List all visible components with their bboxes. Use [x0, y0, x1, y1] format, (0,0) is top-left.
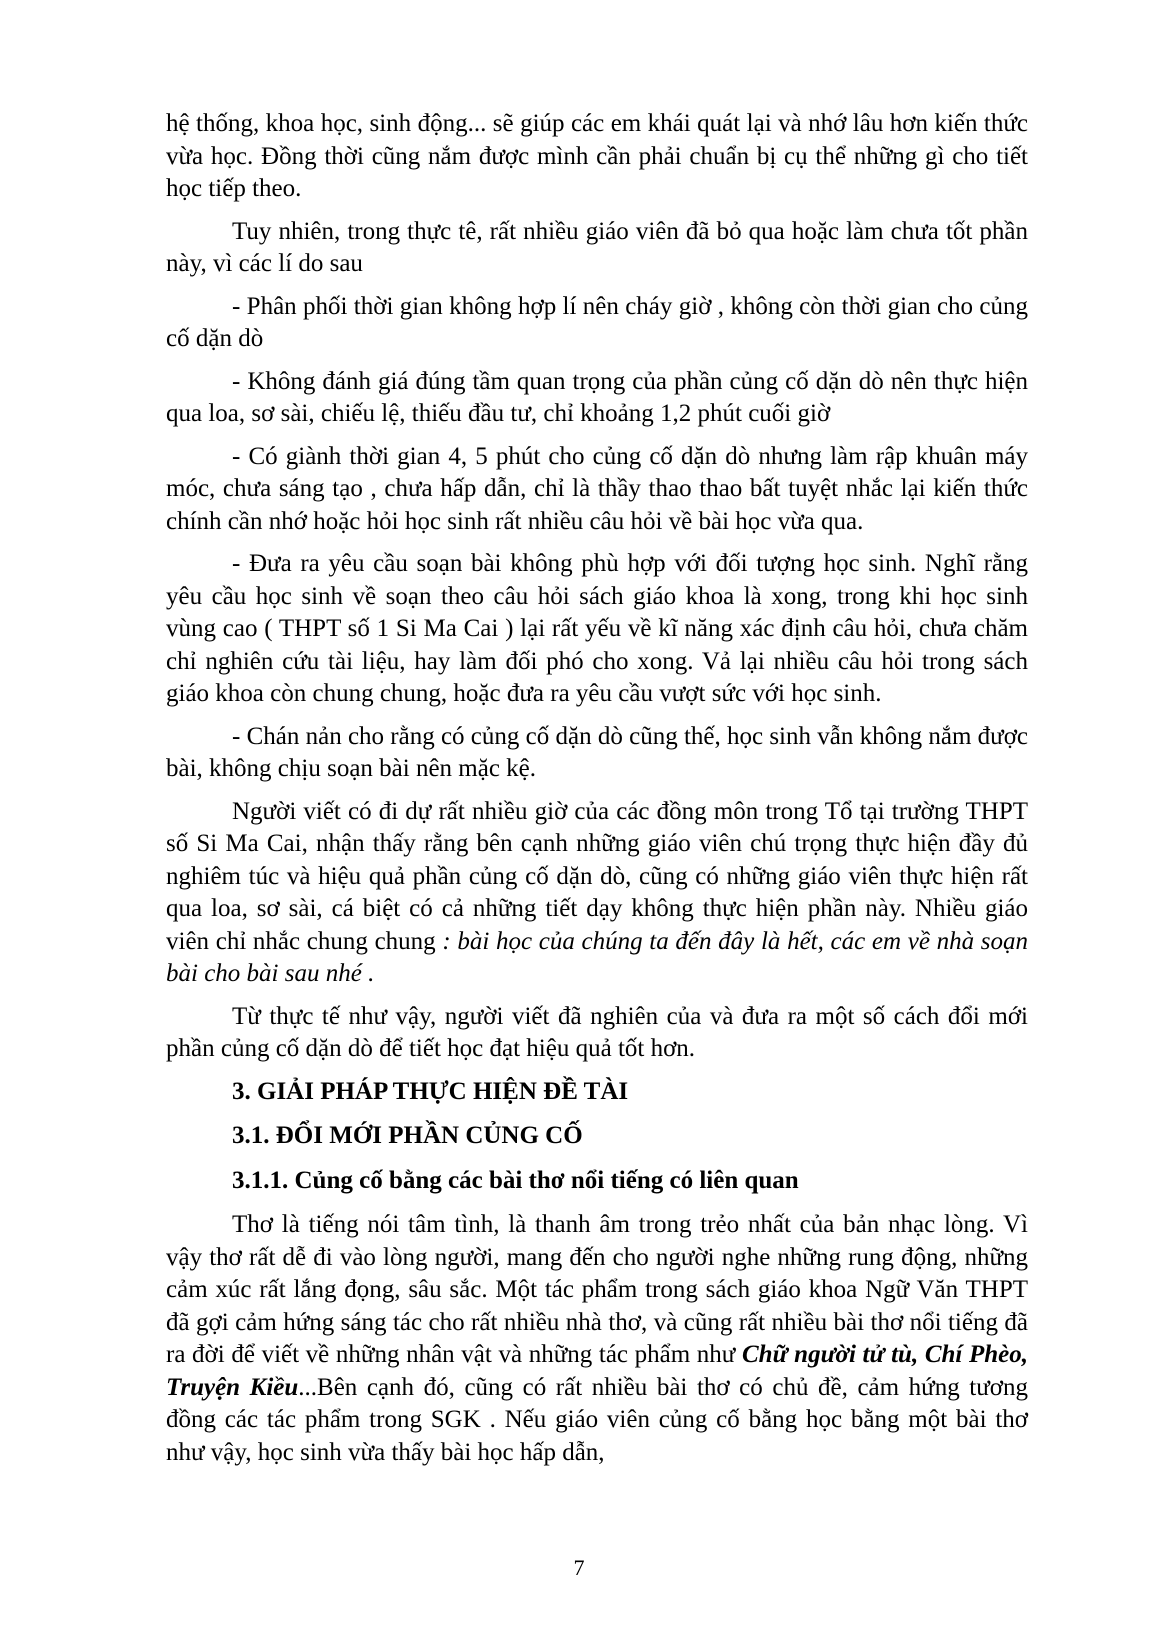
observation-quote: : bài học của chúng ta đến đây là hết, các em về nhà soạn bài cho bài sau nhé . [166, 927, 1028, 987]
reason-item-2: - Không đánh giá đúng tầm quan trọng của phần củng cố dặn dò nên thực hiện qua loa, sơ sài, chiếu lệ, thiếu đầu tư, chỉ khoảng 1,2 phút cuối giờ [166, 367, 1028, 427]
section-heading-3-1-1: 3.1.1. Củng cố bằng các bài thơ nổi tiếng có liên quan [232, 1166, 799, 1194]
reason-item-4: - Đưa ra yêu cầu soạn bài không phù hợp với đối tượng học sinh. Nghĩ rằng yêu cầu học sinh về soạn theo câu hỏi sách giáo khoa là xong, trong khi học sinh vùng cao ( THPT số 1 Si Ma Cai ) lại rất yếu về kĩ năng xác định câu hỏi, chưa chăm chỉ nghiên cứu tài liệu, hay làm đối phó cho xong. Vả lại nhiều câu hỏi trong sách giáo khoa còn chung chung, hoặc đưa ra yêu cầu vượt sức với học sinh. [166, 550, 1028, 707]
paragraph-conclusion: Từ thực tế như vậy, người viết đã nghiên của và đưa ra một số cách đổi mới phần củng cố dặn dò để tiết học đạt hiệu quả tốt hơn. [166, 1002, 1028, 1062]
section-heading-3: 3. GIẢI PHÁP THỰC HIỆN ĐỀ TÀI [232, 1077, 629, 1105]
paragraph-poetry [166, 1209, 1028, 1469]
reason-item-5: - Chán nản cho rằng có củng cố dặn dò cũng thế, học sinh vẫn không nắm được bài, không chịu soạn bài nên mặc kệ. [166, 722, 1029, 782]
poetry-text-start: Thơ là tiếng nói tâm tình, là thanh âm trong trẻo nhất của bản nhạc lòng. Vì vậy thơ rất dễ đi vào lòng người, mang đến cho người nghe những rung động, những cảm xúc rất lắng đọng, sâu sắc. Một tác phẩm trong sách giáo khoa Ngữ Văn THPT đã gợi cảm hứng sáng tác cho rất nhiều nhà thơ, và cũng rất nhiều bài thơ nổi tiếng đã ra đời để viết về những nhân vật và những tác phẩm như [166, 1211, 1028, 1368]
paragraph-observation [166, 796, 1028, 991]
reason-item-1: - Phân phối thời gian không hợp lí nên cháy giờ , không còn thời gian cho củng cố dặn dò [166, 292, 1028, 352]
page-body [166, 108, 1028, 1479]
page-number: 7 [573, 1555, 585, 1580]
reason-item-3: - Có giành thời gian 4, 5 phút cho củng cố dặn dò nhưng làm rập khuân máy móc, chưa sáng tạo , chưa hấp dẫn, chỉ là thầy thao thao bất tuyệt nhắc lại kiến thức chính cần nhớ hoặc hỏi học sinh rất nhiều câu hỏi về bài học vừa qua. [166, 442, 1028, 535]
poetry-text-end: ...Bên cạnh đó, cũng có rất nhiều bài thơ có chủ đề, cảm hứng tương đồng các tác phẩm trong SGK . Nếu giáo viên củng cố bằng học bằng một bài thơ như vậy, học sinh vừa thấy bài học hấp dẫn, [166, 1373, 1028, 1466]
paragraph-intro-continuation: hệ thống, khoa học, sinh động... sẽ giúp các em khái quát lại và nhớ lâu hơn kiến thức vừa học. Đồng thời cũng nắm được mình cần phải chuẩn bị cụ thể những gì cho tiết học tiếp theo. [166, 110, 1028, 202]
section-heading-3-1: 3.1. ĐỔI MỚI PHẦN CỦNG CỐ [232, 1122, 583, 1149]
paragraph-reasons-intro: Tuy nhiên, trong thực tê, rất nhiều giáo viên đã bỏ qua hoặc làm chưa tốt phần này, vì các lí do sau [166, 217, 1028, 277]
poetry-work-titles: Chữ người tử tù, Chí Phèo, Truyện Kiều [166, 1341, 1028, 1401]
observation-text: Người viết có đi dự rất nhiều giờ của các đồng môn trong Tổ tại trường THPT số Si Ma Cai, nhận thấy rằng bên cạnh những giáo viên chú trọng thực hiện đầy đủ nghiêm túc và hiệu quả phần củng cố dặn dò, cũng có những giáo viên thực hiện rất qua loa, sơ sài, cá biệt có cả những tiết dạy không thực hiện phần này. Nhiều giáo viên chỉ nhắc chung chung [166, 797, 1028, 955]
